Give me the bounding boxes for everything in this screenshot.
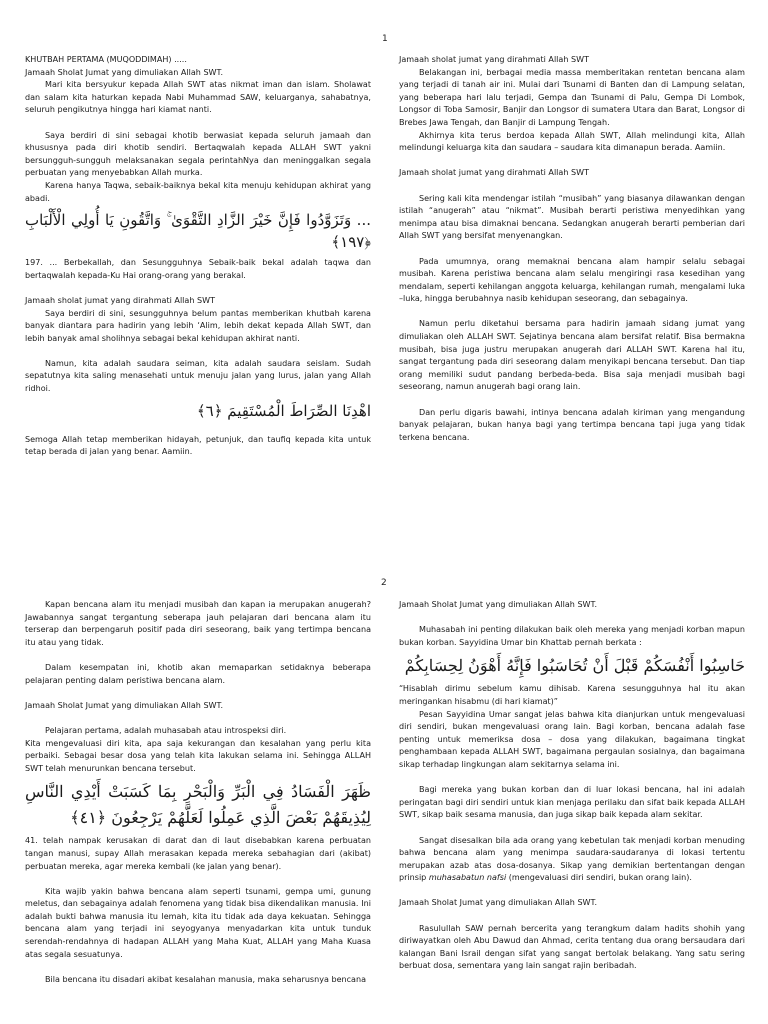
salutation: Jamaah sholat jumat yang dirahmati Allah SWT	[25, 295, 215, 305]
paragraph: Karena hanya Taqwa, sebaik-baiknya bekal kita menuju kehidupan akhirat yang abadi.	[25, 180, 371, 203]
arabic-quote: حَاسِبُوا أَنْفُسَكُمْ قَبْلَ أَنْ تُحَاسَبُوا فَإِنَّهُ أَهْوَنُ لِحِسَابِكُمْ	[404, 656, 745, 676]
paragraph-text: Sangat disesalkan bila ada orang yang kebetulan tak menjadi korban menuding bahwa bencana alam yang menimpa saudara-saudaranya di lokasi tertentu merupakan azab atas dosa-dosanya. Sikap yang demikian bertentangan dengan prinsip	[399, 835, 745, 883]
left-column	[25, 54, 371, 459]
paragraph: Bagi mereka yang bukan korban dan di luar lokasi bencana, hal ini adalah peringatan bagi diri sendiri untuk kian menjaga perilaku dan sifat baik kepada ALLAH SWT, sikap baik sesama manusia, dan juga sikap baik kepada alam sekitar.	[399, 785, 745, 820]
salutation: Jamaah Sholat Jumat yang dimuliakan Allah SWT.	[25, 67, 224, 77]
quote-translation: “Hisablah dirimu sebelum kamu dihisab. Karena sesungguhnya hal itu akan meringankan hisabmu (di hari kiamat)”	[399, 684, 745, 706]
paragraph: Bila bencana itu disadari akibat kesalahan manusia, maka seharusnya bencana	[45, 974, 367, 984]
paragraph: Rasulullah SAW pernah bercerita yang terangkum dalam hadits shohih yang diriwayatkan oleh Abu Dawud dan Ahmad, cerita tentang dua orang bersaudara dari kalangan Bani Israil dengan sifat yang sangat bertolak belakang. Yang satu sering berbuat dosa, sementara yang lain sangat rajin beribadah.	[399, 923, 745, 971]
paragraph: Saya berdiri di sini sebagai khotib berwasiat kepada seluruh jamaah dan khususnya pada diri khotib sendiri. Bertaqwalah kepada ALLAH SWT yakni bersungguh-sungguh melaksanakan segala perintahNya dan meninggalkan segala perbuatan yang menyebabkan Allah murka.	[25, 130, 371, 178]
italic-term: muhasabatun nafsi	[428, 873, 507, 883]
salutation: Jamaah Sholat Jumat yang dimuliakan Allah SWT.	[25, 700, 224, 710]
paragraph	[399, 835, 745, 885]
page-number: 2	[381, 578, 387, 588]
paragraph: Akhirnya kita terus berdoa kepada Allah SWT, Allah melindungi kita, Allah melindungi keluarga kita dan saudara – saudara kita dimanapun berada. Aamiin.	[399, 130, 745, 153]
paragraph: Namun perlu diketahui bersama para hadirin jamaah sidang jumat yang dimuliakan oleh ALLAH SWT. Sejatinya bencana alam bersifat relatif. Bisa bermakna musibah, bisa juga justru merupakan anugerah dari ALLAH SWT. Karena hal itu, sangat tergantung pada diri seseorang dalam menyikapi bencana tersebut. Dan tiap orang memiliki sudut pandang berbeda-beda. Bisa saja menjadi musibah bagi seseorang, namun anugerah bagi orang lain.	[399, 319, 745, 392]
heading: KHUTBAH PERTAMA (MUQODDIMAH) .....	[25, 55, 187, 64]
right-column	[399, 599, 745, 973]
paragraph: Pelajaran pertama, adalah muhasabah atau introspeksi diri.	[45, 725, 287, 735]
paragraph: Kita mengevaluasi diri kita, apa saja kekurangan dan kesalahan yang perlu kita perbaiki. Sebagai besar dosa yang telah kita lakukan selama ini. Sehingga ALLAH SWT telah menurunkan bencana tersebut.	[25, 738, 371, 773]
salutation: Jamaah Sholat Jumat yang dimuliakan Allah SWT.	[399, 898, 598, 908]
paragraph: Belakangan ini, berbagai media massa memberitakan rentetan bencana alam yang terjadi di tanah air ini. Mulai dari Tsunami di Banten dan di Lampung selatan, yang beberapa hari lalu terjadi, Gempa dan Tsunami di Palu, Gempa Di Lombok, Longsor di Toba Samosir, Banjir dan Longsor di sumatera Utara dan Barat, Longsor di Brebes Jawa Tengah, dan Banjir di Lampung Tengah.	[399, 67, 745, 127]
salutation: Jamaah sholat jumat yang dirahmati Allah SWT	[399, 55, 589, 64]
paragraph: Pesan Sayyidina Umar sangat jelas bahwa kita dianjurkan untuk mengevaluasi diri sendiri, bukan mengevaluasi orang lain. Bagi korban, bencana adalah fase penting untuk memeriksa dosa – dosa yang dilakukan, bagaimana tingkat penghambaan kepada ALLAH SWT, bagaimana pergaulan sosialnya, dan bagaimana sikap terhadap lingkungan alam sekitarnya selama ini.	[399, 709, 745, 769]
paragraph: Kita wajib yakin bahwa bencana alam seperti tsunami, gempa umi, gunung meletus, dan sebagainya adalah fenomena yang tidak bisa dikendalikan manusia. Ini adalah bukti bahwa manusia itu lemah, kita itu tidak ada daya kekuatan. Sehingga bencana alam yang terjadi ini seyogyanya menyadarkan kita untuk tunduk serendah-rendahnya di hadapan ALLAH yang Maha Kuat, ALLAH yang Maha Kuasa atas segala sesuatunya.	[25, 886, 371, 959]
paragraph: Dan perlu digaris bawahi, intinya bencana adalah kiriman yang mengandung banyak pelajaran, bukan hanya bagi yang tertimpa bencana tapi juga yang tidak terkena bencana.	[399, 407, 745, 442]
paragraph: Semoga Allah tetap memberikan hidayah, petunjuk, dan taufiq kepada kita untuk tetap berada di jalan yang benar. Aamiin.	[25, 434, 371, 457]
verse-translation: 41. telah nampak kerusakan di darat dan di laut disebabkan karena perbuatan tangan manusi, supay Allah merasakan kepada mereka sebahagian dari (akibat) perbuatan mereka, agar mereka kembali (ke jalan yang benar).	[25, 836, 371, 871]
paragraph: Sering kali kita mendengar istilah “musibah” yang biasanya dilawankan dengan istilah “anugerah” atau “nikmat”. Musibah berarti peristiwa menyedihkan yang menimpa atau bisa dimaknai bencana. Sedangkan anugerah berarti pemberian dari Allah SWT yang bersifat menyenangkan.	[399, 193, 745, 241]
salutation: Jamaah Sholat Jumat yang dimuliakan Allah SWT.	[399, 600, 598, 609]
paragraph: Kapan bencana alam itu menjadi musibah dan kapan ia merupakan anugerah? Jawabannya sangat tergantung seberapa jauh pelajaran dari bencana alam itu terserap dan berpengaruh positif pada diri seseorang, baik yang tertimpa bencana itu atau yang tidak.	[25, 600, 371, 647]
paragraph: Namun, kita adalah saudara seiman, kita adalah saudara seislam. Sudah sepatutnya kita saling menasehati untuk menuju jalan yang lurus, jalan yang Allah ridhoi.	[25, 358, 371, 394]
page-number: 1	[382, 34, 388, 44]
document-page-2	[0, 560, 768, 1024]
paragraph: Muhasabah ini penting dilakukan baik oleh mereka yang menjadi korban mapun bukan korban. Sayyidina Umar bin Khattab pernah berkata :	[399, 625, 745, 647]
verse-translation: 197. ... Berbekallah, dan Sesungguhnya Sebaik-baik bekal adalah taqwa dan bertaqwalah kepada-Ku Hai orang-orang yang berakal.	[25, 258, 371, 280]
paragraph: Saya berdiri di sini, sesungguhnya belum pantas memberikan khutbah karena banyak diantara para hadirin yang lebih ‘Alim, lebih dekat kepada Allah SWT, dan lebih banyak amal sholihnya sebagai bekal kehidupan akhirat nanti.	[25, 308, 371, 343]
left-column	[25, 599, 371, 986]
paragraph-text: (mengevaluasi diri sendiri, bukan orang lain).	[508, 873, 692, 883]
arabic-verse: ... وَتَزَوَّدُوا فَإِنَّ خَيْرَ الزَّادِ التَّقْوَىٰ ۚ وَاتَّقُونِ يَا أُولِي الْأَلْبَابِ ﴿١٩٧﴾	[25, 211, 371, 252]
right-column	[399, 54, 745, 444]
paragraph: Mari kita bersyukur kepada Allah SWT atas nikmat iman dan islam. Sholawat dan salam kita haturkan kepada Nabi Muhammad SAW, keluarganya, sahabatnya, seluruh pengikutnya hingga hari kiamat nanti.	[25, 80, 371, 115]
paragraph: Dalam kesempatan ini, khotib akan memaparkan setidaknya beberapa pelajaran penting dalam peristiwa bencana alam.	[25, 662, 371, 685]
paragraph: Pada umumnya, orang memaknai bencana alam hampir selalu sebagai musibah. Karena peristiwa bencana alam selalu mengiringi rasa kesedihan yang mendalam, seperti kehilangan anggota keluarga, kehilangan rumah, mengalami luka –luka, hingga berubahnya nasib kehidupan seseorang, dan sebagainya.	[399, 256, 745, 304]
arabic-verse: اهْدِنَا الصِّرَاطَ الْمُسْتَقِيمَ ﴿٦﴾	[196, 401, 371, 420]
salutation: Jamaah sholat jumat yang dirahmati Allah SWT	[399, 168, 589, 178]
arabic-verse: ظَهَرَ الْفَسَادُ فِي الْبَرِّ وَالْبَحْرِ بِمَا كَسَبَتْ أَيْدِي النَّاسِ لِيُذِيقَهُمْ بَعْضَ الَّذِي عَمِلُوا لَعَلَّهُمْ يَرْجِعُونَ ﴿٤١﴾	[25, 782, 371, 828]
